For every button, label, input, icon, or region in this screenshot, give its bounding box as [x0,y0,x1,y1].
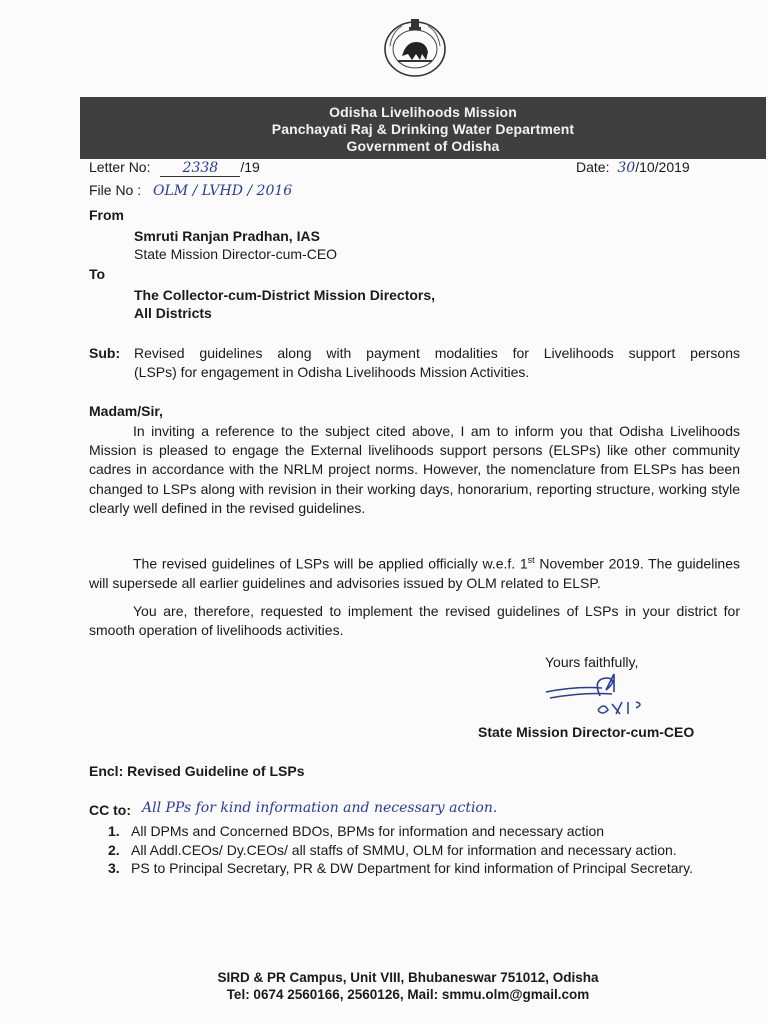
cc-item-number: 3. [108,860,120,876]
signature-icon [540,672,670,720]
footer-address [24,969,768,1003]
letter-number-row [89,159,260,177]
odisha-emblem-icon [376,16,454,78]
cc-list [108,822,698,878]
cc-label: CC to: [89,802,131,818]
enclosure: Encl: Revised Guideline of LSPs [89,763,305,779]
file-number-row [89,182,292,199]
salutation: Madam/Sir, [89,403,163,419]
footer-contact-line: Tel: 0674 2560166, 2560126, Mail: smmu.olm@gmail.com [226,987,590,1002]
cc-item-text: PS to Principal Secretary, PR & DW Department for kind information of Principal Secretary. [131,860,694,876]
date-month-year: /10/2019 [635,159,690,175]
cc-item-number: 2. [108,841,120,858]
sender-name: Smruti Ranjan Pradhan, IAS [134,228,320,244]
date-day: 30 [617,160,636,176]
from-label: From [89,207,124,223]
footer-address-line: SIRD & PR Campus, Unit VIII, Bhubaneswar 751012, Odisha [217,970,599,985]
cc-item [108,822,698,841]
recipient-line-2: All Districts [134,305,212,321]
body-paragraph-2 [89,551,740,593]
subject-line-1: Revised guidelines along with payment modalities for Livelihoods support persons [134,345,740,361]
recipient-line-1: The Collector-cum-District Mission Directors, [134,287,436,303]
letter-number-value: 2338 [160,160,240,177]
cc-item-text: All DPMs and Concerned BDOs, BPMs for information and necessary action [131,823,605,839]
department-name: Panchayati Raj & Drinking Water Department [271,121,575,137]
cc-item-number: 1. [108,823,120,839]
org-name: Odisha Livelihoods Mission [329,104,517,120]
body-paragraph-2-end: November 2019. The guidelines will supersede all earlier guidelines and advisories issued by OLM related to ELSP. [89,555,740,591]
cc-item-text: All Addl.CEOs/ Dy.CEOs/ all staffs of SMMU, OLM for information and necessary action. [131,841,677,858]
letterhead-band [80,97,766,159]
file-number-value: OLM / LVHD / 2016 [153,183,293,199]
closing-yours-faithfully: Yours faithfully, [545,654,639,670]
sender-designation: State Mission Director-cum-CEO [134,246,338,262]
body-paragraph-3: You are, therefore, requested to implement the revised guidelines of LSPs in your district for smooth operation of livelihoods activities. [89,603,740,639]
cc-item [108,841,698,860]
date-row [576,159,690,176]
date-label: Date: [576,159,610,175]
file-number-label: File No : [89,182,142,198]
cc-item [108,859,698,878]
subject-label: Sub: [89,345,121,361]
ordinal-suffix: st [527,555,535,565]
to-label: To [89,266,106,282]
signatory-designation: State Mission Director-cum-CEO [478,724,695,740]
letter-number-label: Letter No: [89,159,151,175]
cc-handwritten-note: All PPs for kind information and necessary action. [142,800,498,816]
government-name: Government of Odisha [346,138,500,154]
body-paragraph-2-start: The revised guidelines of LSPs will be applied officially w.e.f. 1 [133,555,528,572]
body-paragraph-1: In inviting a reference to the subject cited above, I am to inform you that Odisha Livelihoods Mission is pleased to engage the External livelihoods support persons (ELSPs) like other community cadres in accordance with the NRLM project norms. However, the nomenclature from ELSPs has been changed to LSPs along with revision in their working days, honorarium, reporting structure, working style clearly well defined in the revised guidelines. [89,423,740,516]
subject-line-2: (LSPs) for engagement in Odisha Livelihoods Mission Activities. [134,364,530,380]
letter-number-suffix: /19 [240,159,260,175]
